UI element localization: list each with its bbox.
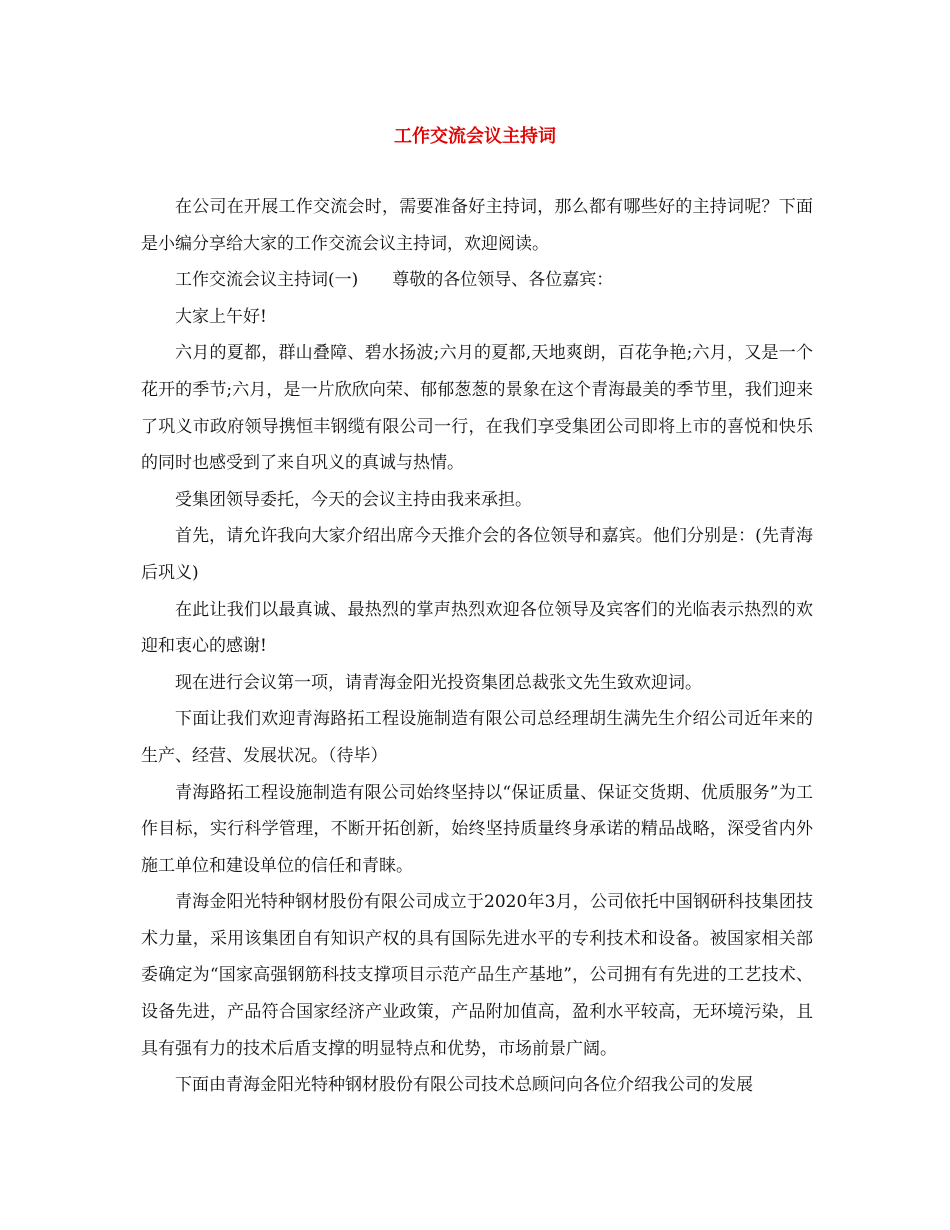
paragraph: 青海金阳光特种钢材股份有限公司成立于2020年3月，公司依托中国钢研科技集团技术力量，采用该集团自有知识产权的具有国际先进水平的专利技术和设备。被国家相关部委确定为“国家高强钢筋科技支撑项目示范产品生产基地”，公司拥有有先进的工艺技术、设备先进，产品符合国家经济产业政策，产品附加值高，盈利水平较高，无环境污染，且具有强有力的技术后盾支撑的明显特点和优势，市场前景广阔。 [141, 892, 813, 1059]
paragraph: 大家上午好! [175, 306, 267, 327]
paragraph: 青海路拓工程设施制造有限公司始终坚持以“保证质量、保证交货期、优质服务”为工作目标，实行科学管理，不断开拓创新，始终坚持质量终身承诺的精品战略，深受省内外施工单位和建设单位的信任和青睐。 [141, 782, 813, 876]
paragraph: 工作交流会议主持词(一) 尊敬的各位领导、各位嘉宾： [175, 270, 614, 291]
paragraph: 下面由青海金阳光特种钢材股份有限公司技术总顾问向各位介绍我公司的发展 [175, 1075, 753, 1096]
paragraph: 现在进行会议第一项，请青海金阳光投资集团总裁张文先生致欢迎词。 [175, 672, 702, 693]
paragraph: 首先，请允许我向大家介绍出席今天推介会的各位领导和嘉宾。他们分别是：(先青海后巩义) [141, 526, 813, 583]
document-body [141, 189, 813, 1104]
document-title: 工作交流会议主持词 [394, 126, 556, 147]
paragraph: 在公司在开展工作交流会时，需要准备好主持词，那么都有哪些好的主持词呢？下面是小编分享给大家的工作交流会议主持词，欢迎阅读。 [141, 197, 813, 254]
paragraph: 受集团领导委托，今天的会议主持由我来承担。 [175, 489, 532, 510]
paragraph: 下面让我们欢迎青海路拓工程设施制造有限公司总经理胡生满先生介绍公司近年来的生产、经营、发展状况。（待毕） [141, 709, 813, 766]
paragraph: 六月的夏都，群山叠障、碧水扬波;六月的夏都,天地爽朗，百花争艳;六月，又是一个花开的季节;六月，是一片欣欣向荣、郁郁葱葱的景象在这个青海最美的季节里，我们迎来了巩义市政府领导携恒丰钢缆有限公司一行，在我们享受集团公司即将上市的喜悦和快乐的同时也感受到了来自巩义的真诚与热情。 [141, 343, 813, 474]
paragraph: 在此让我们以最真诚、最热烈的掌声热烈欢迎各位领导及宾客们的光临表示热烈的欢迎和衷心的感谢! [141, 599, 813, 657]
